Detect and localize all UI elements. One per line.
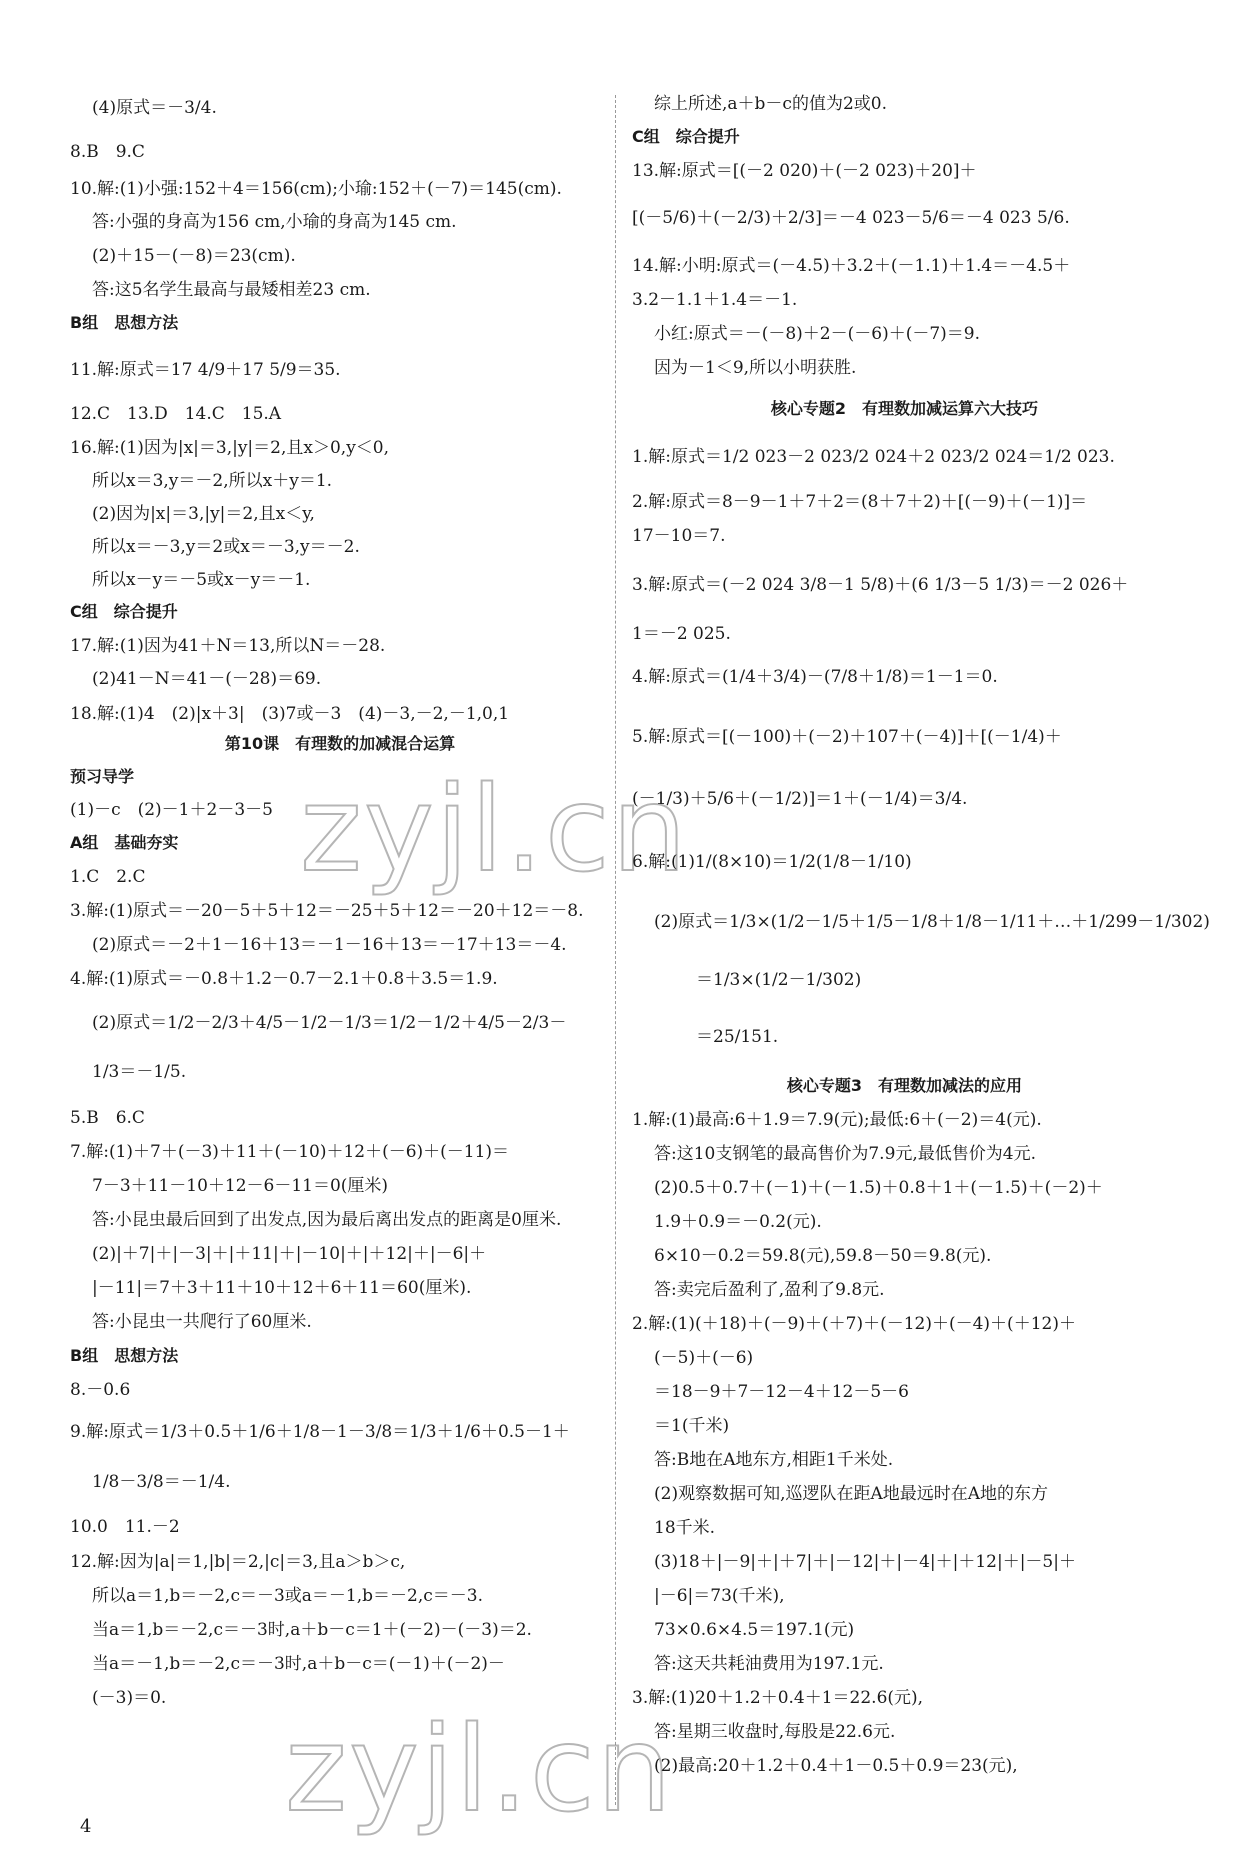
answer-line: (－5)＋(－6): [654, 1348, 754, 1368]
answer-line: 所以x＝3,y＝－2,所以x＋y＝1.: [92, 471, 333, 491]
answer-line: (3)18＋|－9|＋|＋7|＋|－12|＋|－4|＋|＋12|＋|－5|＋: [654, 1552, 1076, 1572]
answer-line: 答:小昆虫一共爬行了60厘米.: [92, 1312, 312, 1332]
answer-line: 10.解:(1)小强:152＋4＝156(cm);小瑜:152＋(－7)＝145(cm).: [70, 179, 562, 199]
answer-line: 所以x－y＝－5或x－y＝－1.: [92, 570, 311, 590]
lesson-title: 第10课 有理数的加减混合运算: [224, 734, 456, 753]
answer-line: 3.解:原式＝(－2 024 3/8－1 5/8)＋(6 1/3－5 1/3)＝－2 026＋: [632, 575, 1129, 595]
answer-line: (2)41－N＝41－(－28)＝69.: [92, 669, 322, 689]
answer-line: (2)因为|x|＝3,|y|＝2,且x＜y,: [92, 504, 315, 524]
answer-line: 4.解:(1)原式＝－0.8＋1.2－0.7－2.1＋0.8＋3.5＝1.9.: [70, 969, 498, 989]
answer-line: (1)－c (2)－1＋2－3－5: [70, 800, 273, 820]
answer-line: 答:卖完后盈利了,盈利了9.8元.: [654, 1280, 885, 1300]
answer-line: 18千米.: [654, 1518, 716, 1538]
column-divider: [615, 95, 616, 1805]
answer-line: (2)＋15－(－8)＝23(cm).: [92, 246, 296, 266]
section-heading: A组 基础夯实: [70, 833, 179, 852]
answer-line: 答:这10支钢笔的最高售价为7.9元,最低售价为4元.: [654, 1144, 1037, 1164]
answer-line: 答:这天共耗油费用为197.1元.: [654, 1654, 884, 1674]
answer-line: 18.解:(1)4 (2)|x＋3| (3)7或－3 (4)－3,－2,－1,0,1: [70, 704, 510, 724]
answer-line: ＝25/151.: [696, 1027, 779, 1047]
answer-line: 答:小昆虫最后回到了出发点,因为最后离出发点的距离是0厘米.: [92, 1210, 562, 1230]
answer-line: 5.解:原式＝[(－100)＋(－2)＋107＋(－4)]＋[(－1/4)＋: [632, 727, 1062, 747]
answer-line: 6×10－0.2＝59.8(元),59.8－50＝9.8(元).: [654, 1246, 992, 1266]
answer-line: (2)0.5＋0.7＋(－1)＋(－1.5)＋0.8＋1＋(－1.5)＋(－2)＋: [654, 1178, 1103, 1198]
answer-line: 7.解:(1)＋7＋(－3)＋11＋(－10)＋12＋(－6)＋(－11)＝: [70, 1142, 510, 1162]
answer-line: 小红:原式＝－(－8)＋2－(－6)＋(－7)＝9.: [654, 324, 981, 344]
answer-line: 1.解:(1)最高:6＋1.9＝7.9(元);最低:6＋(－2)＝4(元).: [632, 1110, 1042, 1130]
answer-line: 8.B 9.C: [70, 142, 145, 162]
answer-line: 综上所述,a＋b－c的值为2或0.: [654, 94, 887, 114]
answer-line: 1.C 2.C: [70, 867, 146, 887]
answer-line: (2)原式＝－2＋1－16＋13＝－1－16＋13＝－17＋13＝－4.: [92, 935, 567, 955]
answer-line: 14.解:小明:原式＝(－4.5)＋3.2＋(－1.1)＋1.4＝－4.5＋: [632, 256, 1071, 276]
answer-line: 所以a＝1,b＝－2,c＝－3或a＝－1,b＝－2,c＝－3.: [92, 1586, 483, 1606]
answer-line: 1.解:原式＝1/2 023－2 023/2 024＋2 023/2 024＝1/2 023.: [632, 447, 1115, 467]
answer-line: 3.解:(1)原式＝－20－5＋5＋12＝－25＋5＋12＝－20＋12＝－8.: [70, 901, 584, 921]
answer-line: 6.解:(1)1/(8×10)＝1/2(1/8－1/10): [632, 852, 912, 872]
watermark: zyjl.cn: [285, 1700, 674, 1838]
answer-line: (2)|＋7|＋|－3|＋|＋11|＋|－10|＋|＋12|＋|－6|＋: [92, 1244, 487, 1264]
watermark: zyjl.cn: [300, 760, 689, 898]
answer-line: 17－10＝7.: [632, 526, 726, 546]
answer-line: 5.B 6.C: [70, 1108, 145, 1128]
answer-line: 9.解:原式＝1/3＋0.5＋1/6＋1/8－1－3/8＝1/3＋1/6＋0.5－1＋: [70, 1422, 570, 1442]
answer-line: 因为－1＜9,所以小明获胜.: [654, 358, 857, 378]
answer-line: 所以x＝－3,y＝2或x＝－3,y＝－2.: [92, 537, 360, 557]
answer-line: 12.解:因为|a|＝1,|b|＝2,|c|＝3,且a＞b＞c,: [70, 1552, 406, 1572]
answer-line: 8.－0.6: [70, 1380, 131, 1400]
section-heading: B组 思想方法: [70, 313, 179, 332]
answer-line: 2.解:原式＝8－9－1＋7＋2＝(8＋7＋2)＋[(－9)＋(－1)]＝: [632, 492, 1088, 512]
answer-line: 3.解:(1)20＋1.2＋0.4＋1＝22.6(元),: [632, 1688, 924, 1708]
answer-line: 13.解:原式＝[(－2 020)＋(－2 023)＋20]＋: [632, 161, 977, 181]
answer-line: |－11|＝7＋3＋11＋10＋12＋6＋11＝60(厘米).: [92, 1278, 472, 1298]
answer-line: 17.解:(1)因为41＋N＝13,所以N＝－28.: [70, 636, 386, 656]
answer-line: 73×0.6×4.5＝197.1(元): [654, 1620, 855, 1640]
answer-line: ＝1/3×(1/2－1/302): [696, 970, 862, 990]
answer-line: (2)原式＝1/2－2/3＋4/5－1/2－1/3＝1/2－1/2＋4/5－2/3－: [92, 1013, 567, 1033]
answer-line: 当a＝－1,b＝－2,c＝－3时,a＋b－c＝(－1)＋(－2)－: [92, 1654, 505, 1674]
answer-line: 4.解:原式＝(1/4＋3/4)－(7/8＋1/8)＝1－1＝0.: [632, 667, 998, 687]
page-number: 4: [80, 1816, 92, 1837]
answer-line: (4)原式＝－3/4.: [92, 98, 217, 118]
section-heading: B组 思想方法: [70, 1346, 179, 1365]
answer-line: 12.C 13.D 14.C 15.A: [70, 404, 282, 424]
answer-line: 11.解:原式＝17 4/9＋17 5/9＝35.: [70, 360, 341, 380]
answer-line: (2)最高:20＋1.2＋0.4＋1－0.5＋0.9＝23(元),: [654, 1756, 1018, 1776]
answer-line: 2.解:(1)(＋18)＋(－9)＋(＋7)＋(－12)＋(－4)＋(＋12)＋: [632, 1314, 1076, 1334]
answer-line: 1.9＋0.9＝－0.2(元).: [654, 1212, 822, 1232]
section-heading: 预习导学: [70, 767, 135, 786]
answer-line: 答:B地在A地东方,相距1千米处.: [654, 1450, 894, 1470]
answer-line: 答:这5名学生最高与最矮相差23 cm.: [92, 280, 371, 300]
answer-line: (2)观察数据可知,巡逻队在距A地最远时在A地的东方: [654, 1484, 1049, 1504]
answer-line: 10.0 11.－2: [70, 1517, 180, 1537]
answer-line: ＝18－9＋7－12－4＋12－5－6: [654, 1382, 909, 1402]
lesson-title: 核心专题2 有理数加减运算六大技巧: [770, 399, 1039, 418]
answer-line: ＝1(千米): [654, 1416, 730, 1436]
answer-line: 当a＝1,b＝－2,c＝－3时,a＋b－c＝1＋(－2)－(－3)＝2.: [92, 1620, 532, 1640]
answer-line: (2)原式＝1/3×(1/2－1/5＋1/5－1/8＋1/8－1/11＋…＋1/299－1/302): [654, 912, 1210, 932]
answer-line: (－1/3)＋5/6＋(－1/2)]＝1＋(－1/4)＝3/4.: [632, 789, 968, 809]
answer-line: 答:星期三收盘时,每股是22.6元.: [654, 1722, 896, 1742]
lesson-title: 核心专题3 有理数加减法的应用: [786, 1076, 1023, 1095]
answer-line: 7－3＋11－10＋12－6－11＝0(厘米): [92, 1176, 389, 1196]
answer-line: |－6|＝73(千米),: [654, 1586, 785, 1606]
answer-line: 1＝－2 025.: [632, 624, 731, 644]
answer-line: 16.解:(1)因为|x|＝3,|y|＝2,且x＞0,y＜0,: [70, 438, 390, 458]
answer-line: 3.2－1.1＋1.4＝－1.: [632, 290, 798, 310]
answer-line: 1/3＝－1/5.: [92, 1062, 187, 1082]
answer-line: 1/8－3/8＝－1/4.: [92, 1472, 231, 1492]
answer-line: 答:小强的身高为156 cm,小瑜的身高为145 cm.: [92, 212, 457, 232]
section-heading: C组 综合提升: [632, 127, 740, 146]
section-heading: C组 综合提升: [70, 602, 178, 621]
answer-line: (－3)＝0.: [92, 1688, 167, 1708]
answer-line: [(－5/6)＋(－2/3)＋2/3]＝－4 023－5/6＝－4 023 5/6.: [632, 208, 1070, 228]
